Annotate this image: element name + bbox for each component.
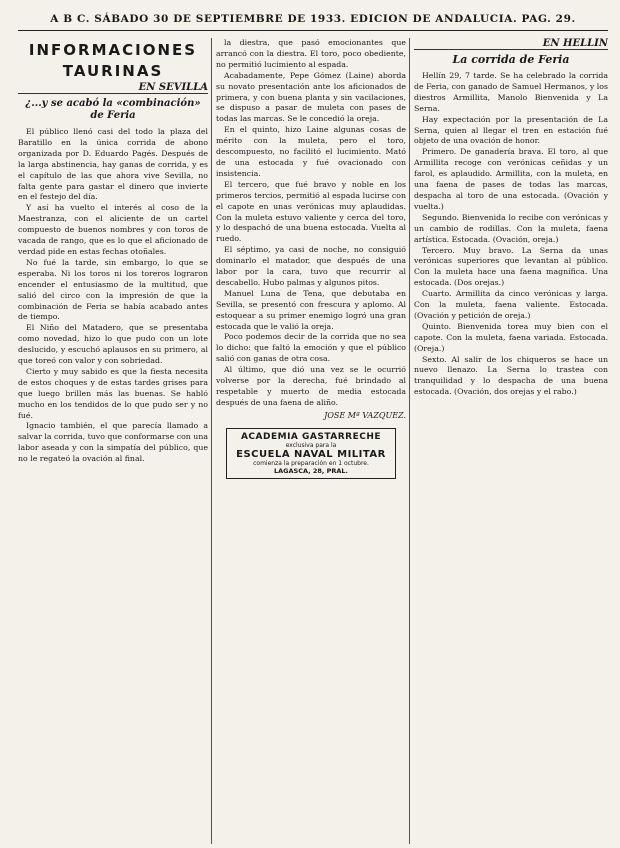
column-3	[414, 38, 608, 844]
ad-detail: comienza la preparación en 1 octubre.	[253, 459, 369, 467]
article-paragraph: Sexto. Al salir de los chiqueros se hace un nuevo llenazo. La Serna lo trastea con tranquilidad y lo despacha de una buena estocada. (Ovación, dos orejas y el rabo.)	[414, 354, 608, 397]
article-paragraph: Cierto y muy sabido es que la fiesta necesita de estos choques y de estas tardes grises para que luego brillen más las buenas. Se habló mucho en los tendidos de lo que pudo ser y no fué.	[18, 366, 208, 420]
newspaper-page	[18, 8, 608, 844]
article-paragraph: No fué la tarde, sin embargo, lo que se esperaba. Ni los toros ni los toreros lograron encender el entusiasmo de la multitud, que salió del circo con la impresión de que la combinación de Feria se había acabado antes de tiempo.	[18, 257, 208, 322]
article-paragraph: Al último, que dió una vez se le ocurrió volverse por la derecha, fué brindado al respetable y muerto de media estocada después de una faena de aliño.	[216, 365, 406, 407]
article-paragraph: El séptimo, ya casi de noche, no consiguió dominarlo el matador, que después de una labor por la cara, tuvo que recurrir al descabello. Hubo palmas y algunos pitos.	[216, 245, 406, 287]
advertisement-box	[226, 428, 396, 479]
article-paragraph: Segundo. Bienvenida lo recibe con verónicas y un cambio de rodillas. Con la muleta, faena artística. Estocada. (Ovación, oreja.)	[414, 212, 608, 244]
article-paragraph: Poco podemos decir de la corrida que no sea lo dicho: que faltó la emoción y que el público salió con ganas de otra cosa.	[216, 332, 406, 364]
article-subheading: ¿...y se acabó la «combinación» de Feria	[25, 98, 201, 121]
ad-title: ACADEMIA GASTARRECHE	[240, 431, 382, 442]
article-paragraph: Cuarto. Armillita da cinco verónicas y larga. Con la muleta, faena valiente. Estocada. (Ovación y petición de oreja.)	[414, 289, 608, 320]
columns	[18, 38, 608, 844]
column-rule	[409, 38, 410, 844]
author-signature: JOSE Mª VAZQUEZ.	[324, 410, 406, 420]
ad-headline: ESCUELA NAVAL MILITAR	[236, 448, 386, 460]
article-paragraph: Quinto. Bienvenida torea muy bien con el capote. Con la muleta, faena variada. Estocada. (Oreja.)	[414, 321, 608, 353]
article-paragraph: Tercero. Muy bravo. La Serna da unas verónicas superiores que levantan al público. Con la muleta hace una faena magnífica. Una estocada. (Dos orejas.)	[414, 245, 608, 288]
article-paragraph: Ignacio también, el que parecía llamado a salvar la corrida, tuvo que conformarse con una labor aseada y con la simpatía del público, que no le regateó la ovación al final.	[18, 421, 208, 464]
article-paragraph: la diestra, que pasó emocionantes que arrancó con la diestra. El toro, poco obediente, no permitió lucimiento al espada.	[216, 38, 406, 69]
location-kicker: EN HELLIN	[414, 38, 608, 50]
ad-address: LAGASCA, 28, PRAL.	[273, 466, 349, 475]
article-paragraph: Primero. De ganadería brava. El toro, al que Armillita recoge con verónicas ceñidas y un farol, es aplaudido. Armillita, con la muleta, en una faena de pases de todas las marcas, despacha al toro de una estocada. (Ovación y vuelta.)	[414, 147, 608, 211]
column-1	[18, 38, 208, 844]
article-paragraph: Hay expectación por la presentación de La Serna, quien al llegar el tren en estación fué objeto de una ovación de honor.	[414, 114, 608, 146]
article-paragraph: Hellín 29, 7 tarde. Se ha celebrado la corrida de Feria, con ganado de Samuel Hermanos, y los diestros Armillita, Manolo Bienvenida y La Serna.	[414, 71, 608, 113]
article-paragraph: El público llenó casi del todo la plaza del Baratillo en la única corrida de abono organizada por D. Eduardo Pagés. Después de la larga abstinencia, hay ganas de corrida, y es el capítulo de las que ahora vive Sevilla, no falta gente para gastar el dinero que invierte en el festejo del día.	[18, 127, 208, 202]
column-2	[216, 38, 406, 844]
article-paragraph: El tercero, que fué bravo y noble en los primeros tercios, permitió al espada lucirse con el capote en unas verónicas muy aplaudidas. Con la muleta estuvo valiente y cerca del toro, y lo despachó de una buena estocada. Vuelta al ruedo.	[216, 179, 406, 244]
article-paragraph: En el quinto, hizo Laine algunas cosas de mérito con la muleta, pero el toro, descompuesto, no facilitó el lucimiento. Mató de una estocada y fué ovacionado con insistencia.	[216, 125, 406, 178]
location-kicker: EN SEVILLA	[18, 82, 208, 94]
article-paragraph: Manuel Luna de Tena, que debutaba en Sevilla, se presentó con frescura y aplomo. Al estoquear a su primer enemigo logró una gran estocada que le valió la oreja.	[216, 288, 406, 331]
section-headline-2: TAURINAS	[62, 62, 164, 80]
section-headline: INFORMACIONES	[28, 41, 198, 59]
article-subheading: La corrida de Feria	[452, 53, 570, 66]
article-paragraph: El Niño del Matadero, que se presentaba como novedad, hizo lo que pudo con un lote deslucido, y escuchó aplausos en su primero, al que toreó con valor y con sobriedad.	[18, 323, 208, 366]
ad-subtitle: exclusiva para la	[285, 441, 337, 449]
article-paragraph: Y así ha vuelto el interés al coso de la Maestranza, con el aliciente de un cartel compuesto de buenos nombres y con toros de vacada de rango, que es lo que el aficionado de verdad pide en estas fechas otoñales.	[18, 203, 208, 256]
column-rule	[211, 38, 212, 844]
page-folio: A B C. SÁBADO 30 DE SEPTIEMBRE DE 1933. EDICION DE ANDALUCIA. PAG. 29.	[18, 8, 608, 31]
article-paragraph: Acabadamente, Pepe Gómez (Laine) aborda su novato presentación ante los aficionados de primera, y con buena planta y sin vacilaciones, se dispuso a pasar de muleta con pases de todas las marcas. Se le concedió la oreja.	[216, 70, 406, 124]
